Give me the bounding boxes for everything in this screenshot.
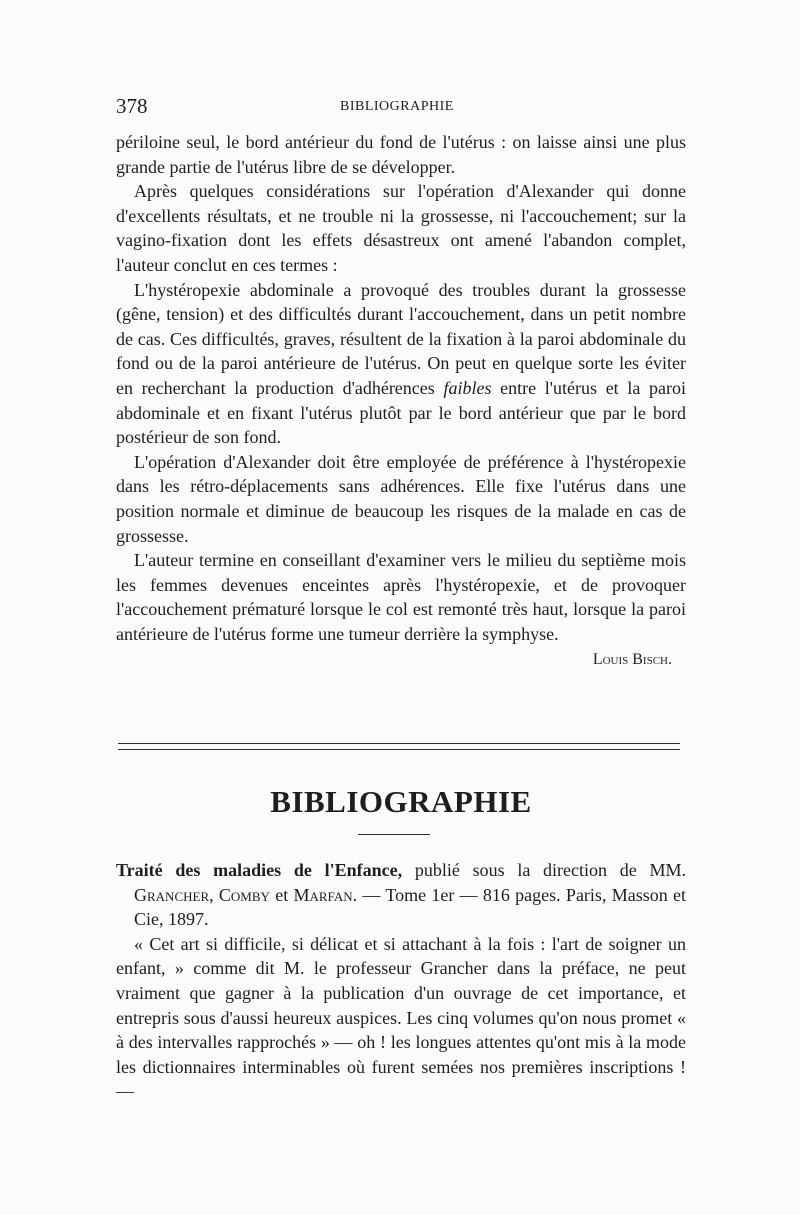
paragraph: Après quelques considérations sur l'opération d'Alexander qui donne d'excellents résultats, et ne trouble ni la grossesse, ni l'accouchement; sur la vagino-fixation dont les effets désastreux ont amené l'abandon complet, l'auteur conclut en ces termes : <box>116 181 686 275</box>
publication-details: . — Tome 1er — 816 pages. Paris, Masson et Cie, 1897. <box>134 884 686 930</box>
author-name: Marfan <box>293 884 353 905</box>
paragraph: L'auteur termine en conseillant d'examiner vers le milieu du septième mois les femmes devenues enceintes après l'hystéropexie, et de provoquer l'accouchement prématuré lorsque le col est remonté très haut, lorsque la paroi antérieure de l'utérus forme une tumeur derrière la symphyse. <box>116 550 686 644</box>
author-name: Comby <box>218 884 270 905</box>
paragraph-conclusion <box>116 278 686 450</box>
article-continuation <box>116 130 686 673</box>
book-title: Traité des maladies de l'Enfance, <box>116 860 403 880</box>
italic-term: faibles <box>443 377 492 398</box>
text-run: et <box>269 884 294 905</box>
title-underline <box>358 834 430 835</box>
review-paragraph: « Cet art si difficile, si délicat et si attachant à la fois : l'art de soigner un enfant, » comme dit M. le professeur Grancher dans la préface, ne peut vraiment que gagner à la publication d'un ouvrage de cet importance, et entrepris sous d'aussi heureux auspices. Les cinq volumes qu'on nous promet « à des intervalles rapprochés » — oh ! les longues attentes qu'ont mis à la mode les dictionnaires interminables où furent semées nos premières inscriptions ! — <box>116 933 686 1102</box>
text-run: publié sous la direction de MM. <box>402 860 687 880</box>
text-run: entre l'utérus et la paroi abdominale et en fixant l'utérus plutôt par le bord antérieur que par le bord postérieur de son fond. <box>116 377 687 448</box>
paragraph: périloine seul, le bord antérieur du fond de l'utérus : on laisse ainsi une plus grande partie de l'utérus libre de se développer. <box>116 132 686 177</box>
page-number: 378 <box>116 94 148 118</box>
double-rule-bottom <box>118 749 680 750</box>
author-signature: Louis Bisch. <box>592 651 672 669</box>
text-run: L'hystéropexie abdominale a provoqué des troubles durant la grossesse (gêne, tension) et des difficultés durant l'accouchement, dans un petit nombre de cas. Ces difficultés, graves, résultent de la fixation à la paroi abdominale du fond ou de la paroi antérieure de l'utérus. On peut en quelque sorte les éviter en recherchant la production d'adhérences <box>116 279 686 398</box>
entry-citation <box>116 858 686 932</box>
bibliography-entry <box>116 858 686 1104</box>
text-run: , <box>209 884 219 905</box>
running-head <box>116 94 686 122</box>
double-rule-top <box>118 743 680 744</box>
author-name: Grancher <box>134 884 210 905</box>
running-head-title: BIBLIOGRAPHIE <box>340 99 454 114</box>
section-title: BIBLIOGRAPHIE <box>270 784 532 819</box>
paragraph: L'opération d'Alexander doit être employée de préférence à l'hystéropexie dans les rétro-déplacements sans adhérences. Elle fixe l'utérus dans une position normale et diminue de beaucoup les risques de la malade en cas de grossesse. <box>116 451 686 546</box>
